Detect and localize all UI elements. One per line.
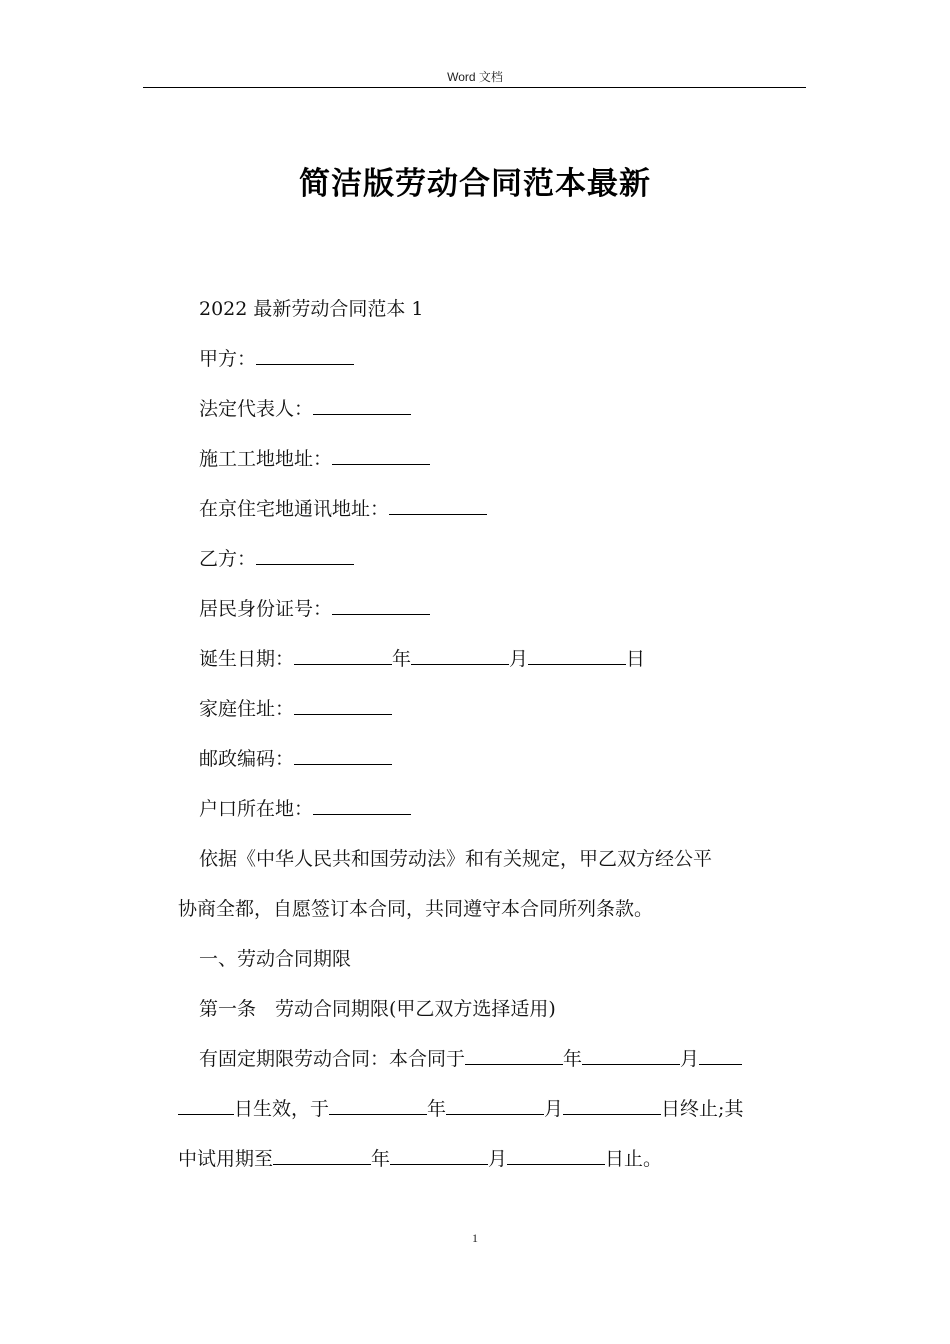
fixed-term-line-1 (178, 1044, 808, 1094)
page-number: 1 (472, 1231, 478, 1245)
probation-text: 中试用期至 (178, 1148, 274, 1170)
section-heading: 一、劳动合同期限 (199, 948, 352, 970)
fill-blank (256, 546, 354, 565)
fill-blank (411, 646, 509, 665)
beijing-address-line (178, 494, 808, 544)
effective-text: 日生效，于 (234, 1098, 330, 1120)
fill-blank (294, 646, 392, 665)
id-number-label: 居民身份证号： (199, 598, 333, 620)
party-b-line (178, 544, 808, 594)
home-address-line (178, 694, 808, 744)
year-text: 年 (427, 1098, 447, 1120)
fill-blank (256, 346, 354, 365)
postal-code-label: 邮政编码： (199, 748, 295, 770)
party-b-label: 乙方： (199, 548, 257, 570)
fill-blank (313, 796, 411, 815)
household-registration-label: 户口所在地： (199, 798, 314, 820)
page-header: Word 文档 (447, 70, 503, 84)
year-text: 年 (392, 648, 412, 670)
household-registration-line (178, 794, 808, 844)
fixed-term-line-2 (178, 1094, 808, 1144)
termination-text: 日终止;其 (661, 1098, 744, 1120)
preamble-paragraph-line-1: 依据《中华人民共和国劳动法》和有关规定，甲乙双方经公平 (199, 848, 713, 870)
fill-blank (465, 1046, 563, 1065)
article-heading: 第一条 劳动合同期限(甲乙双方选择适用) (199, 998, 556, 1020)
fill-blank (178, 1096, 234, 1115)
party-a-label: 甲方： (199, 348, 257, 370)
year-text: 年 (563, 1048, 583, 1070)
fill-blank (507, 1146, 605, 1165)
month-text: 月 (544, 1098, 564, 1120)
header-divider (143, 87, 806, 88)
fill-blank (329, 1096, 427, 1115)
document-body (178, 294, 808, 1194)
year-text: 年 (371, 1148, 391, 1170)
document-title: 简洁版劳动合同范本最新 (299, 166, 651, 202)
site-address-line (178, 444, 808, 494)
id-number-line (178, 594, 808, 644)
day-text: 日 (626, 648, 646, 670)
birth-date-line (178, 644, 808, 694)
month-text: 月 (680, 1048, 700, 1070)
fill-blank (332, 446, 430, 465)
fill-blank (313, 396, 411, 415)
beijing-address-label: 在京住宅地通讯地址： (199, 498, 390, 520)
fill-blank (294, 696, 392, 715)
fill-blank (528, 646, 626, 665)
month-text: 月 (488, 1148, 508, 1170)
fixed-term-text: 有固定期限劳动合同：本合同于 (199, 1048, 466, 1070)
fill-blank (389, 496, 487, 515)
party-a-line (178, 344, 808, 394)
legal-representative-line (178, 394, 808, 444)
contract-subtitle: 2022 最新劳动合同范本 1 (199, 298, 424, 320)
month-text: 月 (509, 648, 529, 670)
preamble-paragraph-line-2: 协商全都，自愿签订本合同，共同遵守本合同所列条款。 (178, 898, 654, 920)
postal-code-line (178, 744, 808, 794)
birth-date-label: 诞生日期： (199, 648, 295, 670)
legal-representative-label: 法定代表人： (199, 398, 314, 420)
fill-blank (332, 596, 430, 615)
fill-blank (446, 1096, 544, 1115)
site-address-label: 施工工地地址： (199, 448, 333, 470)
probation-line (178, 1144, 808, 1194)
home-address-label: 家庭住址： (199, 698, 295, 720)
fill-blank (390, 1146, 488, 1165)
fill-blank (699, 1046, 742, 1065)
fill-blank (273, 1146, 371, 1165)
end-text: 日止。 (605, 1148, 663, 1170)
fill-blank (563, 1096, 661, 1115)
fill-blank (294, 746, 392, 765)
fill-blank (582, 1046, 680, 1065)
